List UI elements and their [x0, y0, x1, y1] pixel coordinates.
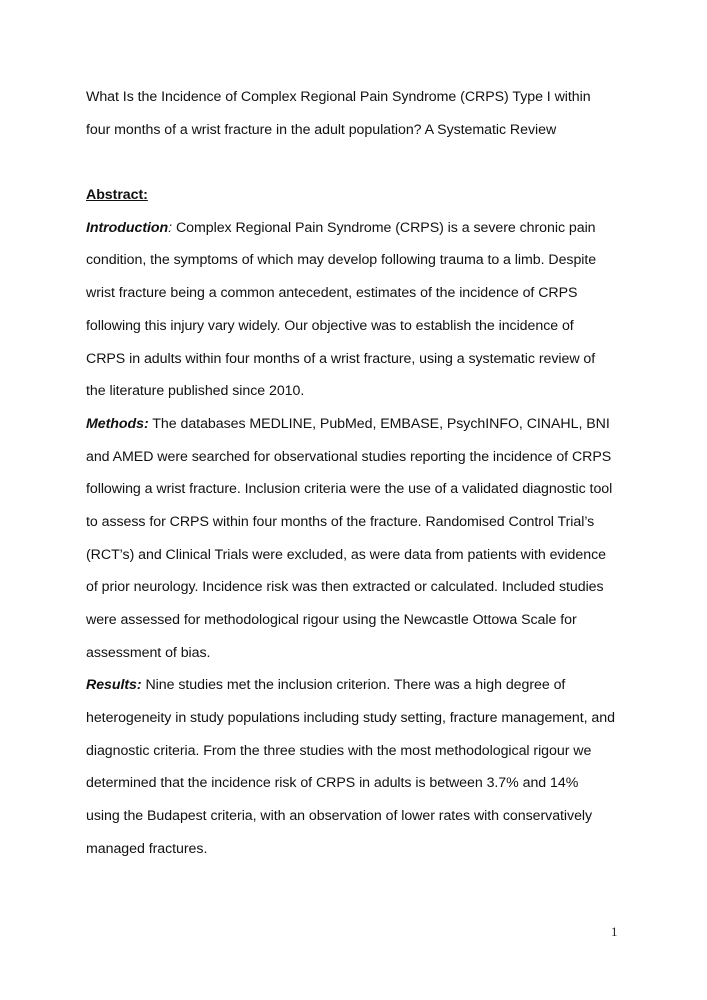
results-label: Results: — [86, 677, 142, 694]
introduction-section — [86, 212, 626, 408]
results-line: managed fractures. — [86, 840, 208, 857]
methods-line: assessment of bias. — [86, 644, 211, 661]
paper-title — [86, 81, 626, 146]
introduction-first-line — [86, 212, 626, 245]
results-line: determined that the incidence risk of CRPS in adults is between 3.7% and 14% — [86, 775, 579, 792]
methods-line: following a wrist fracture. Inclusion criteria were the use of a validated diagnostic tool — [86, 481, 613, 498]
methods-label: Methods: — [86, 415, 149, 432]
results-text: Nine studies met the inclusion criterion. There was a high degree of — [141, 677, 566, 694]
methods-line: to assess for CRPS within four months of the fracture. Randomised Control Trial’s — [86, 513, 595, 530]
methods-first-line — [86, 408, 626, 441]
methods-line: were assessed for methodological rigour using the Newcastle Ottowa Scale for — [86, 612, 577, 628]
results-line: diagnostic criteria. From the three studies with the most methodological rigour we — [86, 742, 592, 759]
introduction-line: CRPS in adults within four months of a wrist fracture, using a systematic review of — [86, 350, 596, 367]
introduction-line: the literature published since 2010. — [86, 383, 305, 400]
introduction-line: condition, the symptoms of which may develop following trauma to a limb. Despite — [86, 252, 597, 269]
results-line: using the Budapest criteria, with an observation of lower rates with conservatively — [86, 808, 593, 825]
results-line: heterogeneity in study populations including study setting, fracture management, and — [86, 710, 615, 727]
title-line: four months of a wrist fracture in the adult population? A Systematic Review — [86, 121, 557, 138]
page-number: 1 — [611, 924, 618, 939]
methods-section — [86, 408, 626, 670]
abstract-heading: Abstract: — [86, 187, 148, 204]
methods-line: (RCT’s) and Clinical Trials were excluded, as were data from patients with evidence — [86, 546, 606, 563]
methods-line: and AMED were searched for observational studies reporting the incidence of CRPS — [86, 448, 612, 465]
document-page — [86, 81, 626, 866]
results-first-line — [86, 669, 626, 702]
methods-text: The databases MEDLINE, PubMed, EMBASE, PsychINFO, CINAHL, BNI — [148, 415, 610, 432]
spacer — [86, 146, 626, 179]
introduction-text: Complex Regional Pain Syndrome (CRPS) is a severe chronic pain — [172, 219, 596, 236]
introduction-line: following this injury vary widely. Our objective was to establish the incidence of — [86, 317, 574, 334]
introduction-label: Introduction: — [86, 219, 173, 236]
title-line: What Is the Incidence of Complex Regional Pain Syndrome (CRPS) Type I within — [86, 89, 591, 105]
methods-line: of prior neurology. Incidence risk was then extracted or calculated. Included studies — [86, 579, 604, 596]
introduction-line: wrist fracture being a common antecedent, estimates of the incidence of CRPS — [86, 285, 578, 302]
results-section — [86, 669, 626, 865]
